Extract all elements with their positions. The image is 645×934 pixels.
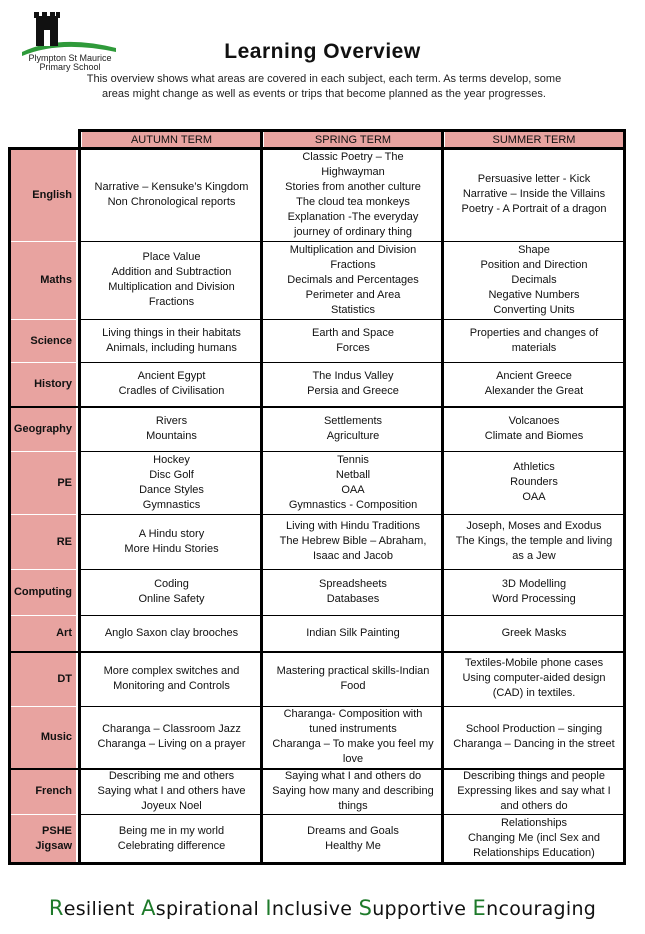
cell-line: Non Chronological reports (107, 195, 236, 208)
motto-rest: upportive (372, 898, 467, 920)
school-motto (0, 896, 645, 920)
cell-line: Word Processing (492, 593, 576, 605)
subject-label: PSHE Jigsaw (10, 815, 76, 863)
cell-line: (CAD) in textiles. (492, 687, 576, 699)
cell-line: Converting Units (493, 303, 575, 316)
motto-word (473, 898, 597, 920)
cell-line: 3D Modelling (501, 578, 567, 590)
subject-label: Computing (10, 570, 76, 615)
cell-line: things (338, 799, 368, 812)
table-border (441, 130, 444, 863)
row-divider (78, 514, 626, 515)
cell-line: Rivers (155, 414, 188, 427)
cell-line: journey of ordinary thing (293, 225, 412, 238)
cell-line: Living with Hindu Traditions (286, 520, 420, 532)
cell-line: The Kings, the temple and living (455, 535, 613, 547)
motto-word (49, 898, 135, 920)
cell-spring (263, 706, 443, 768)
term-header-autumn: AUTUMN TERM (82, 132, 261, 147)
motto-word (359, 898, 467, 920)
subject-label: DT (10, 652, 76, 706)
motto-word (265, 898, 352, 920)
table-border (78, 129, 626, 132)
table-border (8, 147, 626, 150)
cell-line: Relationships (500, 817, 568, 829)
cell-summer (444, 706, 624, 768)
cell-line: Tennis (337, 453, 369, 466)
cell-line: Indian Silk Painting (306, 626, 400, 639)
table-border (78, 130, 81, 863)
cell-line: Fractions (148, 296, 195, 308)
cell-spring (263, 148, 443, 241)
cell-line: The Indus Valley (312, 370, 394, 382)
table-border (260, 130, 263, 863)
motto-rest: esilient (63, 898, 135, 920)
subject-label: French (10, 769, 76, 814)
cell-autumn (81, 569, 262, 615)
cell-autumn (81, 148, 262, 241)
cell-line: Narrative – Kensuke’s Kingdom (94, 180, 249, 193)
cell-line: Settlements (323, 414, 383, 427)
cell-spring (263, 651, 443, 706)
motto-word (141, 898, 259, 920)
cell-line: Online Safety (138, 593, 205, 605)
cell-spring (263, 362, 443, 406)
cell-spring (263, 241, 443, 319)
cell-line: Being me in my world (118, 824, 225, 837)
cell-line: Saying how many and describing (272, 784, 434, 797)
motto-initial: I (265, 896, 272, 920)
cell-line: Persuasive letter - Kick (477, 173, 591, 185)
cell-summer (444, 514, 624, 569)
cell-line: Addition and Subtraction (111, 266, 232, 278)
cell-line: Cradles of Civilisation (118, 385, 225, 397)
cell-line: Charanga- Composition with (283, 708, 423, 720)
cell-line: Joyeux Noel (141, 799, 202, 812)
row-divider (8, 768, 626, 770)
cell-spring (263, 814, 443, 863)
cell-line: Volcanoes (508, 414, 560, 427)
cell-line: Gymnastics - Composition (288, 498, 418, 511)
subject-label: Geography (10, 407, 76, 451)
cell-line: Negative Numbers (488, 288, 580, 301)
cell-line: Perimeter and Area (305, 288, 401, 301)
cell-line: A Hindu story (138, 527, 205, 540)
cell-autumn (81, 241, 262, 319)
cell-autumn (81, 406, 262, 451)
cell-line: Mountains (146, 429, 197, 442)
cell-line: Hockey (153, 453, 190, 466)
cell-line: Changing Me (incl Sex and (467, 832, 601, 844)
row-divider (8, 651, 626, 653)
subject-label: English (10, 149, 76, 241)
row-divider (78, 451, 626, 452)
school-name-line2: Primary School (39, 62, 101, 72)
cell-line: Athletics (513, 461, 555, 473)
cell-line: Coding (154, 578, 189, 590)
cell-summer (444, 451, 624, 514)
cell-spring (263, 319, 443, 362)
cell-line: Expressing likes and say what I (457, 784, 611, 797)
cell-line: Relationships Education) (473, 847, 595, 859)
cell-spring (263, 514, 443, 569)
row-divider (78, 319, 626, 320)
subject-label: Art (10, 616, 76, 651)
school-name-line1: Plympton St Maurice (28, 53, 112, 63)
cell-summer (444, 569, 624, 615)
cell-autumn (81, 451, 262, 514)
motto-initial: E (472, 896, 487, 920)
cell-line: Using computer-aided design (462, 672, 606, 684)
motto-rest: ncouraging (486, 898, 597, 920)
cell-line: Charanga – Living on a prayer (97, 738, 246, 750)
subject-label: PE (10, 452, 76, 514)
cell-line: Ancient Egypt (137, 370, 206, 382)
table-border (8, 862, 626, 865)
cell-autumn (81, 768, 262, 814)
term-header-spring: SPRING TERM (264, 132, 442, 147)
cell-line: Netball (335, 468, 371, 481)
row-divider (78, 241, 626, 242)
cell-spring (263, 768, 443, 814)
cell-summer (444, 241, 624, 319)
cell-line: Narrative – Inside the Villains (462, 188, 606, 200)
cell-line: Stories from another culture (285, 180, 421, 193)
cell-line: Saying what I and others have (97, 784, 246, 797)
cell-summer (444, 319, 624, 362)
cell-line: The cloud tea monkeys (296, 195, 410, 208)
cell-summer (444, 814, 624, 863)
cell-line: More complex switches and (103, 664, 240, 677)
cell-line: materials (511, 341, 557, 354)
cell-line: Charanga – Classroom Jazz (102, 723, 241, 735)
cell-line: Position and Direction (480, 258, 588, 271)
cell-spring (263, 615, 443, 651)
cell-line: Food (340, 679, 366, 692)
subject-label: Music (10, 707, 76, 768)
cell-line: Classic Poetry – The (302, 150, 404, 163)
cell-line: Textiles-Mobile phone cases (464, 657, 604, 669)
cell-line: Spreadsheets (319, 578, 387, 590)
motto-initial: S (358, 896, 373, 920)
cell-line: Multiplication and Division (108, 281, 235, 293)
cell-autumn (81, 362, 262, 406)
cell-line: Place Value (142, 251, 201, 263)
cell-summer (444, 362, 624, 406)
subject-label: Science (10, 320, 76, 362)
cell-line: Animals, including humans (106, 341, 237, 354)
term-header-summer: SUMMER TERM (445, 132, 623, 147)
cell-spring (263, 569, 443, 615)
cell-line: tuned instruments (309, 723, 397, 735)
cell-summer (444, 651, 624, 706)
cell-line: Earth and Space (312, 326, 394, 339)
cell-spring (263, 451, 443, 514)
cell-summer (444, 148, 624, 241)
subject-label: History (10, 363, 76, 406)
row-divider (78, 569, 626, 570)
cell-line: love (342, 753, 364, 765)
cell-autumn (81, 651, 262, 706)
cell-line: Decimals (511, 273, 557, 286)
subject-label: RE (10, 515, 76, 569)
cell-line: Databases (326, 593, 380, 605)
intro-text: This overview shows what areas are covered in each subject, each term. As terms develop, some areas might change as well as events or trips that become planned as the year progresses. (86, 73, 562, 100)
cell-line: Celebrating difference (117, 839, 226, 852)
cell-line: Multiplication and Division (289, 243, 417, 256)
cell-line: Dreams and Goals (307, 824, 399, 837)
cell-line: Living things in their habitats (102, 326, 241, 339)
cell-line: Ancient Greece (496, 370, 572, 382)
cell-line: Fractions (330, 258, 376, 271)
cell-line: The Hebrew Bible – Abraham, (279, 535, 427, 547)
cell-summer (444, 406, 624, 451)
cell-line: Isaac and Jacob (312, 550, 394, 562)
cell-autumn (81, 514, 262, 569)
cell-line: Highwayman (321, 165, 385, 178)
row-divider (78, 362, 626, 363)
cell-line: Healthy Me (325, 839, 381, 852)
cell-line: Gymnastics (142, 498, 201, 511)
cell-line: Anglo Saxon clay brooches (104, 626, 239, 639)
cell-line: Joseph, Moses and Exodus (466, 520, 602, 532)
cell-line: Monitoring and Controls (113, 679, 230, 692)
cell-summer (444, 615, 624, 651)
cell-autumn (81, 615, 262, 651)
row-divider (78, 814, 626, 815)
cell-line: Charanga – Dancing in the street (453, 738, 615, 750)
cell-line: Rounders (510, 476, 558, 488)
cell-line: Mastering practical skills-Indian (276, 664, 430, 677)
cell-summer (444, 768, 624, 814)
cell-line: Statistics (330, 303, 375, 316)
row-divider (78, 615, 626, 616)
cell-line: and others do (500, 799, 568, 812)
table-border (8, 148, 11, 865)
cell-line: Properties and changes of (469, 326, 599, 339)
cell-line: as a Jew (512, 550, 556, 562)
motto-initial: A (141, 896, 156, 920)
motto-initial: R (48, 896, 64, 920)
cell-line: Climate and Biomes (484, 429, 584, 442)
cell-line: Dance Styles (139, 483, 204, 496)
page-title: Learning Overview (224, 40, 421, 63)
cell-line: Alexander the Great (484, 385, 584, 397)
cell-line: Explanation -The everyday (287, 210, 419, 223)
row-divider (78, 706, 626, 707)
cell-line: Shape (518, 243, 550, 256)
cell-line: Agriculture (326, 429, 380, 442)
cell-line: Poetry - A Portrait of a dragon (461, 203, 607, 215)
subject-label: Maths (10, 242, 76, 319)
cell-spring (263, 406, 443, 451)
cell-autumn (81, 319, 262, 362)
motto-rest: spirational (155, 898, 260, 920)
motto-rest: nclusive (271, 898, 353, 920)
cell-line: Persia and Greece (307, 385, 399, 397)
cell-line: Describing things and people (463, 769, 605, 782)
row-divider (8, 406, 626, 408)
cell-line: Greek Masks (501, 626, 567, 639)
cell-line: OAA (522, 491, 546, 503)
cell-line: More Hindu Stories (124, 542, 219, 555)
cell-line: School Production – singing (465, 723, 603, 735)
cell-line: Saying what I and others do (284, 769, 422, 782)
cell-autumn (81, 814, 262, 863)
cell-line: Forces (336, 341, 370, 354)
cell-line: Decimals and Percentages (287, 273, 419, 286)
cell-autumn (81, 706, 262, 768)
cell-line: Describing me and others (108, 769, 235, 782)
cell-line: OAA (341, 483, 365, 496)
cell-line: Charanga – To make you feel my (272, 738, 434, 750)
cell-line: Disc Golf (149, 468, 194, 481)
